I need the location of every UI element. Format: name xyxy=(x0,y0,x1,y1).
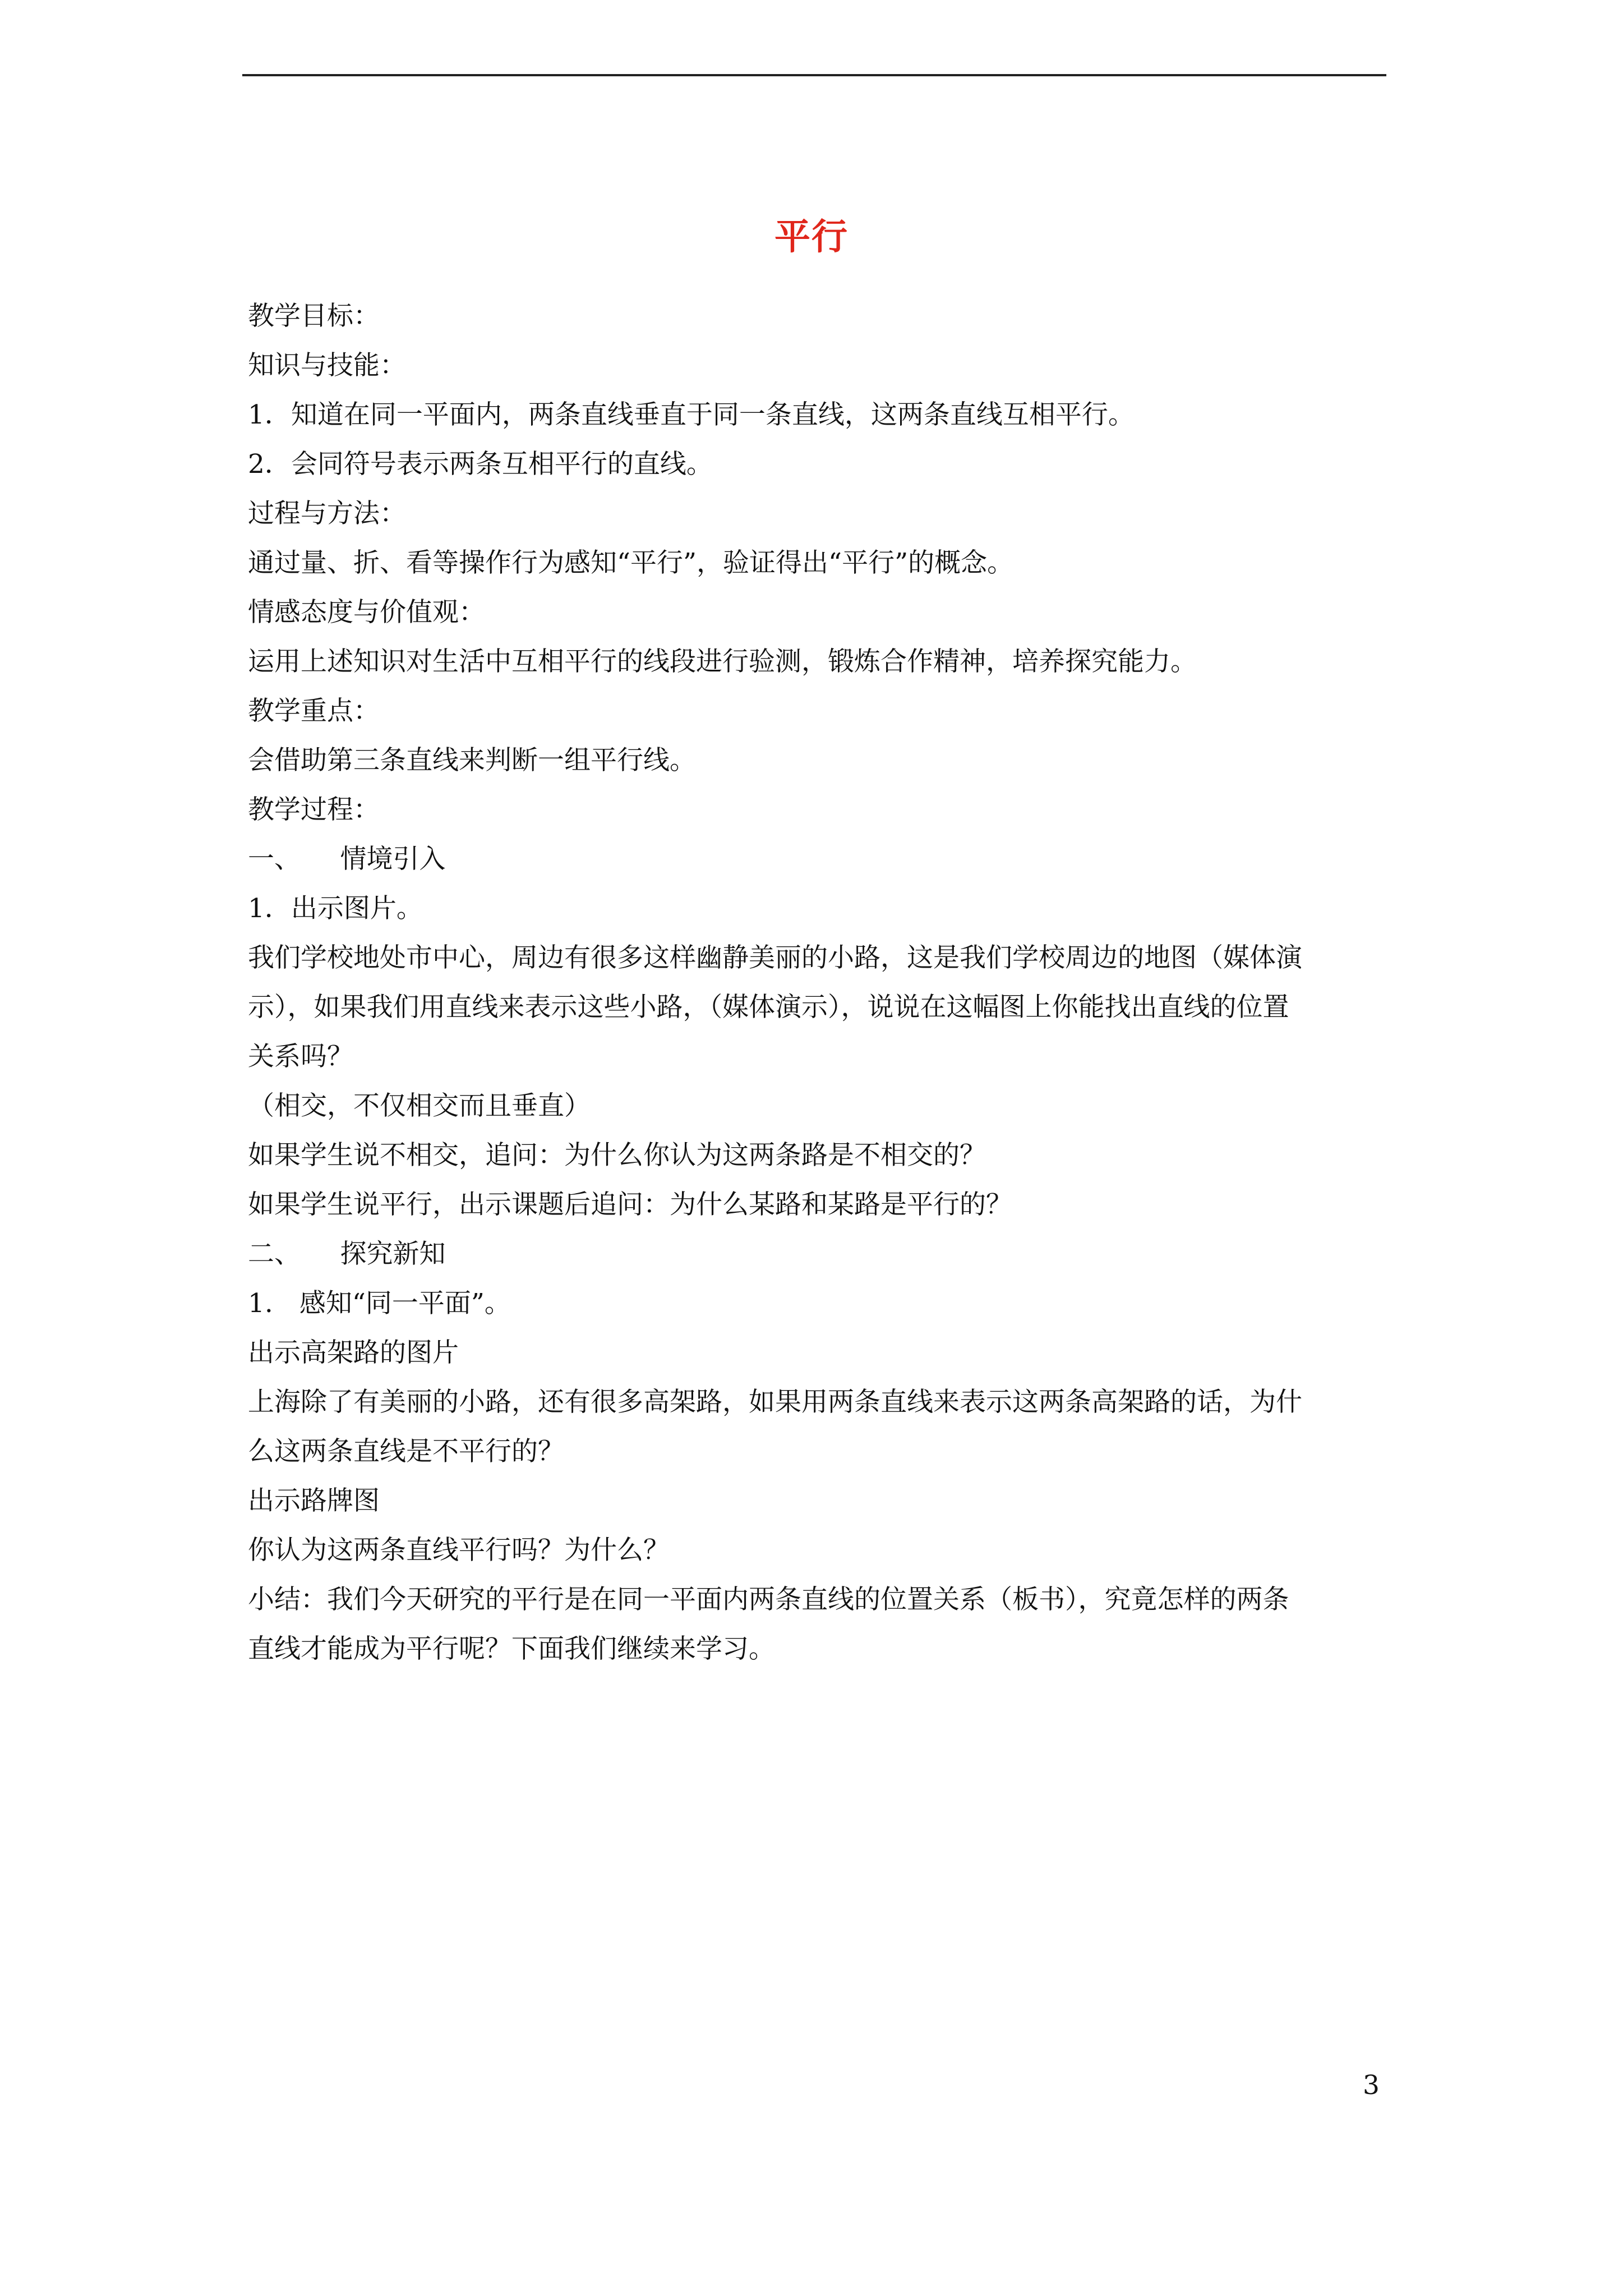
text-line: 教学过程： xyxy=(248,794,380,825)
text-line: 会借助第三条直线来判断一组平行线。 xyxy=(248,745,696,776)
text-line: 运用上述知识对生活中互相平行的线段进行验测，锻炼合作精神，培养探究能力。 xyxy=(248,646,1197,677)
page-number: 3 xyxy=(1363,2070,1380,2101)
text-line: 出示高架路的图片 xyxy=(248,1337,459,1368)
text-line: 如果学生说不相交，追问：为什么你认为这两条路是不相交的？ xyxy=(248,1140,986,1171)
text-line: 么这两条直线是不平行的？ xyxy=(248,1436,564,1467)
text-line: 如果学生说平行，出示课题后追问：为什么某路和某路是平行的？ xyxy=(248,1189,1012,1220)
text-line: 出示路牌图 xyxy=(248,1485,380,1516)
page-title: 平行 xyxy=(774,216,849,258)
text-line: 过程与方法： xyxy=(248,498,406,529)
text-line: 2．会同符号表示两条互相平行的直线。 xyxy=(248,449,713,480)
text-line: 示），如果我们用直线来表示这些小路，（媒体演示），说说在这幅图上你能找出直线的位置 xyxy=(248,992,1289,1023)
header-rule xyxy=(242,74,1386,76)
text-line: 直线才能成为平行呢？下面我们继续来学习。 xyxy=(248,1634,775,1664)
text-line: 教学重点： xyxy=(248,696,380,726)
text-line: 知识与技能： xyxy=(248,350,406,381)
text-line: 教学目标： xyxy=(248,301,380,332)
text-line: 情感态度与价值观： xyxy=(248,597,485,628)
text-line: 你认为这两条直线平行吗？为什么？ xyxy=(248,1535,670,1566)
section-heading: 一、 情境引入 xyxy=(248,844,446,875)
text-line: （相交，不仅相交而且垂直） xyxy=(248,1091,591,1121)
text-line: 1. 感知“同一平面”。 xyxy=(248,1288,511,1319)
text-line: 我们学校地处市中心，周边有很多这样幽静美丽的小路，这是我们学校周边的地图（媒体演 xyxy=(248,942,1302,973)
section-heading: 二、 探究新知 xyxy=(248,1239,446,1269)
text-line: 上海除了有美丽的小路，还有很多高架路，如果用两条直线来表示这两条高架路的话，为什 xyxy=(248,1387,1302,1418)
document-body xyxy=(248,292,1392,1674)
text-line: 小结：我们今天研究的平行是在同一平面内两条直线的位置关系（板书），究竟怎样的两条 xyxy=(248,1584,1289,1615)
text-line: 通过量、折、看等操作行为感知“平行”，验证得出“平行”的概念。 xyxy=(248,547,1014,578)
text-line: 1．出示图片。 xyxy=(248,893,423,924)
text-line: 1．知道在同一平面内，两条直线垂直于同一条直线，这两条直线互相平行。 xyxy=(248,399,1135,430)
text-line: 关系吗？ xyxy=(248,1041,353,1072)
